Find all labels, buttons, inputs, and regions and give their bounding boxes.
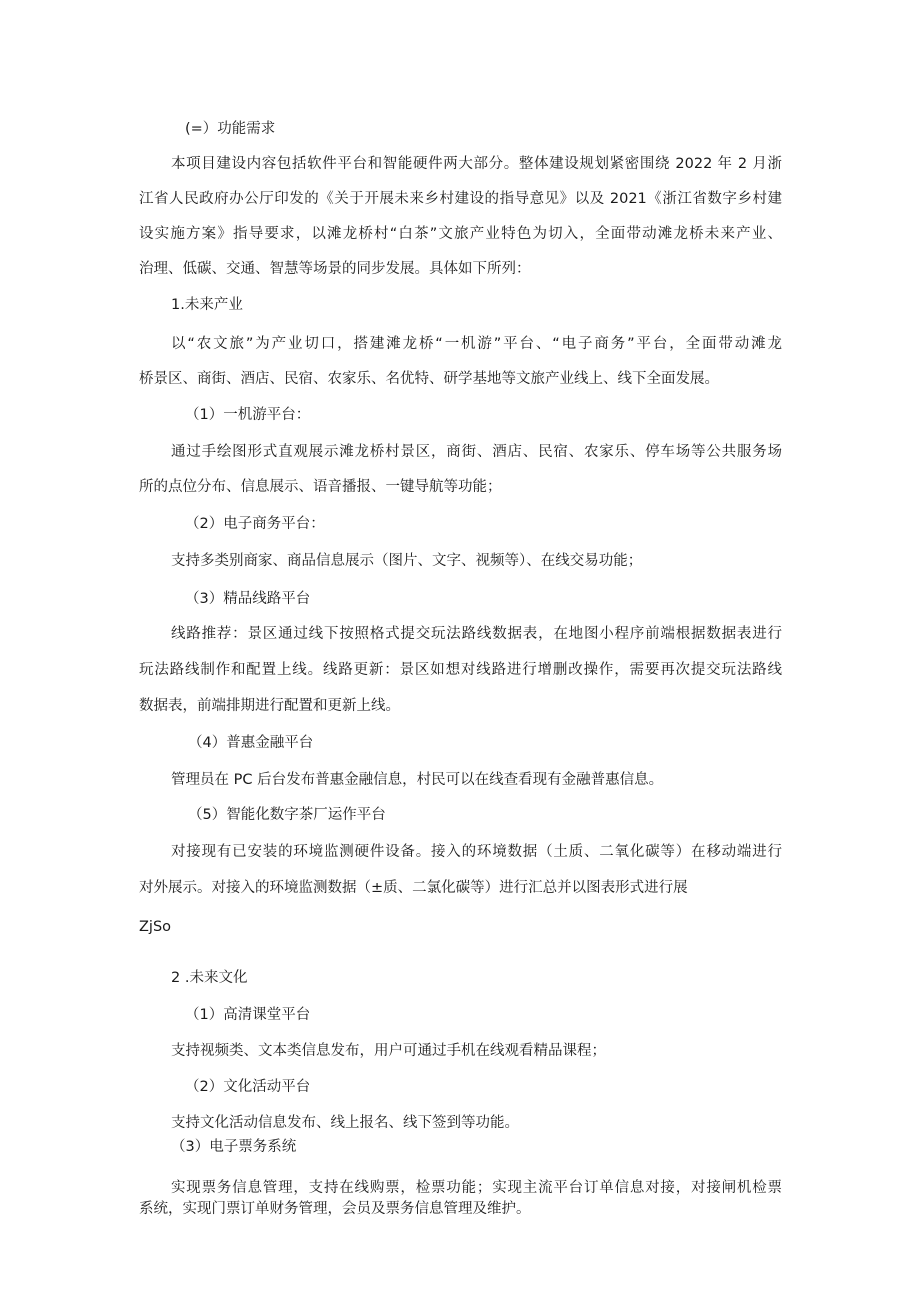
item-line: 对接现有已安装的环境监测硬件设备。接入的环境数据（土质、二氧化碳等）在移动端进行: [171, 844, 782, 860]
intro-line: 本项目建设内容包括软件平台和智能硬件两大部分。整体建设规划紧密围绕 2022 年 2 月浙: [171, 156, 782, 172]
item-line: 支持文化活动信息发布、线上报名、线下签到等功能。: [171, 1115, 519, 1131]
item-title: （1）一机游平台：: [185, 407, 311, 423]
item-line: 所的点位分布、信息展示、语音播报、一键导航等功能；: [139, 479, 502, 495]
industry-intro-line: 以“农文旅”为产业切口，搭建滩龙桥“一机游”平台、“电子商务”平台，全面带动滩龙: [171, 336, 782, 352]
intro-line: 江省人民政府办公厅印发的《关于开展未来乡村建设的指导意见》以及 2021《浙江省数字乡村建: [139, 191, 782, 207]
item-line: 对外展示。对接入的环境监测数据（±质、二氯化碳等）进行汇总并以图表形式进行展: [139, 880, 688, 896]
culture-heading: 2 .未来文化: [171, 970, 248, 986]
item-title: （2）文化活动平台: [185, 1079, 311, 1095]
item-line: 通过手绘图形式直观展示滩龙桥村景区，商街、酒店、民宿、农家乐、停车场等公共服务场: [171, 444, 782, 460]
industry-intro-line: 桥景区、商街、酒店、民宿、农家乐、名优特、研学基地等文旅产业线上、线下全面发展。: [139, 371, 719, 387]
item-line: 管理员在 PC 后台发布普惠金融信息，村民可以在线查看现有金融普惠信息。: [171, 772, 664, 788]
item-title: （4）普惠金融平台: [188, 735, 314, 751]
item-title: （3）精品线路平台: [185, 591, 311, 607]
intro-line: 治理、低碳、交通、智慧等场景的同步发展。具体如下所列：: [139, 261, 531, 277]
item-line: 系统，实现门票订单财务管理，会员及票务信息管理及维护。: [139, 1201, 531, 1217]
item-title: （5）智能化数字茶厂运作平台: [188, 807, 386, 823]
intro-line: 设实施方案》指导要求，以滩龙桥村“白茶”文旅产业特色为切入，全面带动滩龙桥未来产业、: [139, 226, 782, 242]
item-line: 线路推荐：景区通过线下按照格式提交玩法路线数据表，在地图小程序前端根据数据表进行: [171, 626, 782, 642]
item-line: 支持多类别商家、商品信息展示（图片、文字、视频等）、在线交易功能；: [171, 553, 643, 569]
item-line: 支持视频类、文本类信息发布，用户可通过手机在线观看精品课程；: [171, 1043, 606, 1059]
item-line: 玩法路线制作和配置上线。线路更新：景区如想对线路进行增删改操作，需要再次提交玩法路线: [139, 662, 782, 678]
item-title: （3）电子票务系统: [171, 1139, 297, 1155]
item-line: 数据表，前端排期进行配置和更新上线。: [139, 698, 400, 714]
industry-heading: 1.未来产业: [171, 297, 243, 313]
fragment-text: ZjSo: [139, 919, 172, 935]
section-heading: (=）功能需求: [185, 121, 276, 137]
item-title: （1）高清课堂平台: [185, 1007, 311, 1023]
item-line: 实现票务信息管理，支持在线购票，检票功能；实现主流平台订单信息对接，对接闸机检票: [171, 1180, 782, 1196]
item-title: （2）电子商务平台：: [185, 516, 325, 532]
